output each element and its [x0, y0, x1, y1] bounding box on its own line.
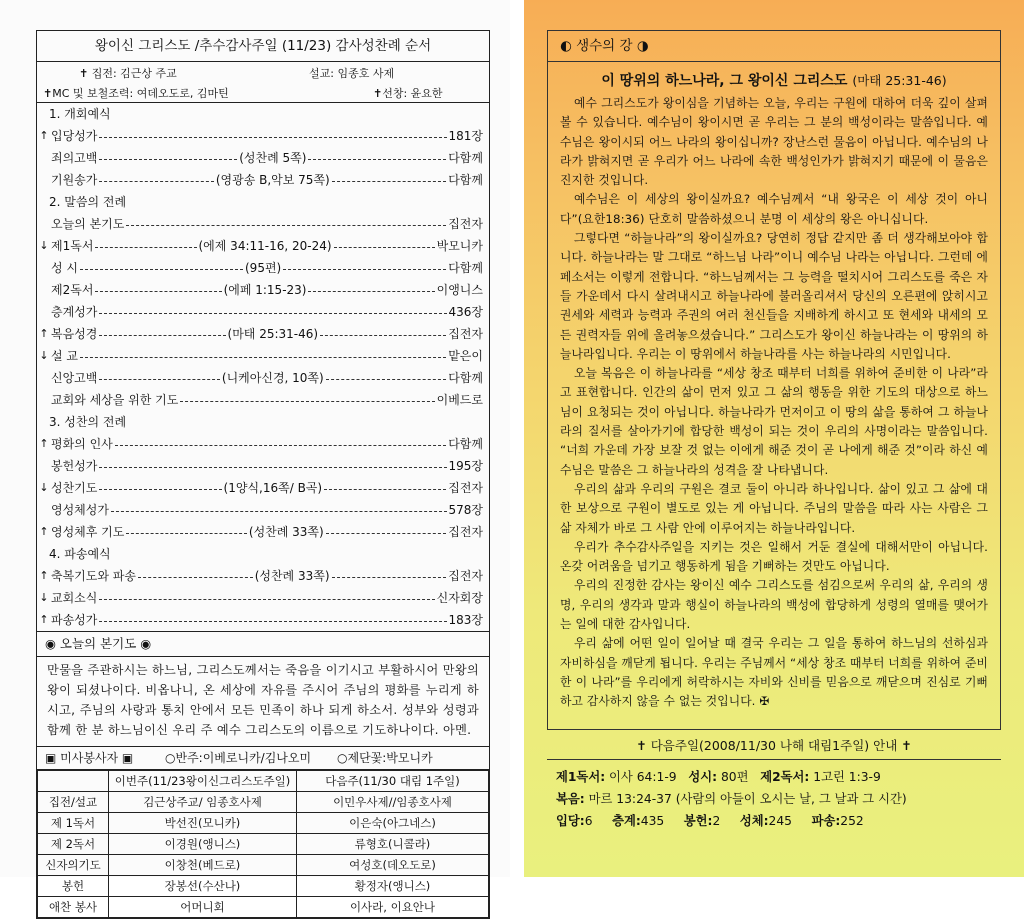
sermon-paragraph: 우리의 진정한 감사는 왕이신 예수 그리스도를 섬김으로써 우리의 삶, 우리의 생명, 우리의 생각과 말과 행실이 하늘나라의 백성에 합당하게 성령의 열매를 맺어가는 일에 대한 감사입니다. — [560, 578, 988, 632]
leader-line — [115, 445, 446, 446]
leader-line — [334, 247, 435, 248]
leader-line — [332, 181, 446, 182]
row-value: 다함께 — [448, 437, 483, 451]
row-label: 신앙고백 — [51, 371, 98, 385]
sermon-paragraph: 우리의 삶과 우리의 구원은 결코 둘이 아니라 하나입니다. 삶이 있고 그 삶에 대한 보상으로 구원이 별도로 있는 게 아닙니다. 주님의 말씀을 따라 사는 사람은 그 삶 자체가 바로 그 사람 안에 이루어지는 하늘나라입니다. — [560, 481, 988, 535]
row-reference: (성찬례 5쪽) — [239, 151, 307, 165]
hymn-dismissal-value: 252 — [840, 814, 864, 828]
leader-line — [111, 511, 447, 512]
leader-line — [99, 313, 446, 314]
leader-line — [180, 401, 434, 402]
section-title: 2. 말씀의 전례 — [49, 195, 127, 209]
arrow-icon: ↑ — [39, 129, 49, 142]
row-label: 축복기도와 파송 — [51, 569, 136, 583]
next-hymns-line — [556, 810, 1001, 832]
arrow-icon: ↑ — [39, 569, 49, 582]
leader-line — [126, 225, 446, 226]
liturgy-row — [37, 235, 489, 257]
liturgy-row — [37, 301, 489, 323]
section-title: 4. 파송예식 — [49, 547, 111, 561]
row-label: 영성체성가 — [51, 503, 109, 517]
misa-next-week: 이사라, 이요안나 — [297, 897, 489, 918]
hymn-entrance-label: 입당: — [556, 814, 585, 828]
leader-line — [99, 335, 225, 336]
leader-line — [99, 379, 220, 380]
arrow-icon: ↑ — [39, 613, 49, 626]
liturgy-row — [37, 455, 489, 477]
row-value: 181장 — [448, 129, 483, 143]
gospel-value: 마르 13:24-37 (사람의 아들이 오시는 날, 그 날과 그 시간) — [588, 792, 907, 806]
misa-accompanist: ○반주:이베로니카/김나오미 — [165, 751, 312, 765]
row-value: 집전자 — [448, 327, 484, 341]
next-readings-line — [556, 766, 1001, 788]
liturgy-row — [37, 125, 489, 147]
leader-line — [326, 379, 447, 380]
arrow-icon: ↑ — [39, 437, 49, 450]
section-title: 3. 성찬의 전례 — [49, 415, 127, 429]
row-reference: (성찬례 33쪽) — [254, 569, 330, 583]
row-value: 다함께 — [448, 151, 483, 165]
arrow-icon: ↓ — [39, 239, 49, 252]
misa-role: 신자의기도 — [38, 855, 109, 876]
hymn-gradual-value: 435 — [640, 814, 665, 828]
officiant-line — [37, 62, 489, 82]
section-title: 1. 개회예식 — [49, 107, 111, 121]
leader-line — [126, 533, 247, 534]
liturgy-title: 왕이신 그리스도 /추수감사주일 (11/23) 감사성찬례 순서 — [37, 31, 489, 62]
misa-this-week: 이경원(앵니스) — [109, 834, 297, 855]
leader-line — [283, 269, 446, 270]
liturgy-row — [37, 499, 489, 521]
row-label: 설 교 — [51, 349, 78, 363]
leader-line — [332, 577, 447, 578]
row-value: 이베드로 — [436, 393, 483, 407]
row-label: 영성체후 기도 — [51, 525, 125, 539]
cantor: ✝선창: 윤요한 — [373, 87, 443, 100]
row-value: 집전자 — [448, 569, 484, 583]
leader-line — [324, 489, 446, 490]
liturgy-order-box — [36, 30, 490, 919]
misa-col-next-week: 다음주(11/30 대림 1주일) — [297, 771, 489, 792]
row-reference: (니케아신경, 10쪽) — [221, 371, 324, 385]
row-value: 183장 — [448, 613, 483, 627]
row-value: 맡은이 — [448, 349, 483, 363]
row-value: 집전자 — [448, 217, 483, 231]
row-value: 195장 — [448, 459, 483, 473]
liturgy-row — [37, 279, 489, 301]
sermon-paragraph: 예수님은 이 세상의 왕이실까요? 예수님께서 “내 왕국은 이 세상 것이 아니다”(요한18:36) 단호히 말씀하셨으니 분명 이 세상의 왕은 아니십니다. — [560, 192, 988, 226]
reading1-value: 이사 64:1-9 — [609, 770, 677, 784]
arrow-icon: ↓ — [39, 591, 49, 604]
misa-row — [38, 792, 489, 813]
row-reference: (95편) — [245, 261, 282, 275]
row-label: 봉헌성가 — [51, 459, 98, 473]
next-sunday-heading: ✝ 다음주일(2008/11/30 나해 대림1주일) 안내 ✝ — [547, 733, 1001, 760]
bongido-heading: ◉ 오늘의 본기도 ◉ — [37, 631, 489, 657]
leader-line — [99, 599, 434, 600]
hymn-dismissal-label: 파송: — [811, 814, 841, 828]
leader-line — [138, 577, 253, 578]
row-label: 입당성가 — [51, 129, 98, 143]
liturgy-row — [37, 609, 489, 631]
liturgy-row — [37, 345, 489, 367]
misa-this-week: 이창천(베드로) — [109, 855, 297, 876]
liturgy-row — [37, 169, 489, 191]
reading2-label: 제2독서: — [760, 770, 810, 784]
misa-this-week: 박선진(모니카) — [109, 813, 297, 834]
liturgy-row — [37, 257, 489, 279]
hymn-offertory-label: 봉헌: — [683, 814, 713, 828]
misa-this-week: 장봉선(수산나) — [109, 876, 297, 897]
sermon-paragraph: 우리가 추수감사주일을 지키는 것은 일해서 거둔 결실에 대해서만이 아닙니다. 온갖 어려움을 넘기고 행동하게 됨을 기뻐하는 것만도 아닙니다. — [560, 539, 988, 574]
misa-role: 봉헌 — [38, 876, 109, 897]
misa-role: 집전/설교 — [38, 792, 109, 813]
sermon-paragraph: 그렇다면 “하늘나라”의 왕이실까요? 당연히 정답 같지만 좀 더 생각해보아야 합니다. 하늘나라는 말 그대로 “하느님 나라”이니 예수님 나라는 아닙니다. 그런데 에페소서는 이렇게 전합니다. “하느님께서는 그 능력을 떨치시어 그리스도를 죽은 자들 가운데서 다시 살려내시고 하늘나라에 불러올리셔서 당신의 오른편에 앉히시고 권세와 세력과 능력과 주권의 여러 천신들을 지배하게 하시고 또 현세와 내세의 모든 권력자들 위에 올려놓으셨습니다.” 그리스도가 왕이신 하늘나라는 이 땅위의 하늘나라입니다. 우리는 이 땅위에서 하늘나라를 사는 하늘나라의 시민입니다. — [560, 231, 988, 361]
row-label: 성찬기도 — [51, 481, 98, 495]
misa-row — [38, 813, 489, 834]
row-value: 신자회장 — [436, 591, 483, 605]
next-sunday-info — [556, 766, 1001, 832]
sermon-paragraph: 예수 그리스도가 왕이심을 기념하는 오늘, 우리는 구원에 대하여 더욱 깊이 살펴볼 수 있습니다. 예수님이 왕이시면 곧 우리는 그 분의 백성이라는 말씀입니다. 예수님은 왕이시되 어느 나라의 왕이십니까? 장난스런 물음이 아닙니다. 예수님의 나라가 밝혀지면 곧 우리가 어느 나라에 속한 백성인가가 밝혀지기 때문에 이 물음은 진지한 것입니다. — [560, 96, 988, 188]
misa-corner — [38, 771, 109, 792]
officiant: ✝ 집전: 김근상 주교 — [79, 67, 177, 80]
row-label: 교회와 세상을 위한 기도 — [51, 393, 179, 407]
row-label: 파송성가 — [51, 613, 98, 627]
reading2-value: 1고린 1:3-9 — [813, 770, 881, 784]
psalm-value: 80편 — [720, 770, 749, 784]
row-value: 436장 — [448, 305, 483, 319]
liturgy-row — [37, 323, 489, 345]
misa-role: 제 1독서 — [38, 813, 109, 834]
misa-row — [38, 855, 489, 876]
misa-next-week: 황정자(앵니스) — [297, 876, 489, 897]
sermon-paragraph: 우리 삶에 어떤 일이 일어날 때 결국 우리는 그 일을 통하여 하느님의 선하심과 자비하심을 깨닫게 됩니다. 우리는 주님께서 “세상 창조 때부터 너희를 위하여 준비한 이 나라”를 우리에게 허락하시는 자비와 신비를 믿음으로 깨닫으며 진심로 기뻐하고 감사하지 않을 수 없는 것입니다. ✠ — [560, 636, 988, 709]
row-reference: (1양식,16쪽/ B곡) — [223, 481, 323, 495]
row-value: 집전자 — [448, 481, 484, 495]
row-value: 박모니카 — [436, 239, 483, 253]
row-value: 다함께 — [448, 261, 484, 275]
next-gospel-line — [556, 788, 1001, 810]
misa-next-week: 이민우사제//임종호사제 — [297, 792, 489, 813]
row-label: 오늘의 본기도 — [51, 217, 125, 231]
leader-line — [308, 159, 446, 160]
leader-line — [99, 467, 446, 468]
misa-next-week: 이은숙(아그네스) — [297, 813, 489, 834]
leader-line — [80, 269, 243, 270]
hymn-entrance-value: 6 — [584, 814, 593, 828]
arrow-icon: ↑ — [39, 525, 49, 538]
leader-line — [99, 137, 446, 138]
row-value: 이앵니스 — [436, 283, 483, 297]
row-label: 평화의 인사 — [51, 437, 113, 451]
liturgy-row — [37, 367, 489, 389]
liturgy-row — [37, 477, 489, 499]
arrow-icon: ↓ — [39, 349, 49, 362]
misa-next-week: 여성호(데오도로) — [297, 855, 489, 876]
leader-line — [95, 291, 221, 292]
sermon-title-ref: (마태 25:31-46) — [852, 73, 947, 88]
misa-this-week: 어머니회 — [109, 897, 297, 918]
row-value: 다함께 — [448, 173, 483, 187]
row-reference: (에페 1:15-23) — [223, 283, 307, 297]
liturgy-row — [37, 213, 489, 235]
row-value: 집전자 — [448, 525, 484, 539]
row-label: 기원송가 — [51, 173, 98, 187]
mc-line — [37, 82, 489, 103]
row-reference: (마태 25:31-46) — [227, 327, 319, 341]
mc: ✝MC 및 보철조력: 여데오도로, 김마틴 — [43, 87, 229, 100]
liturgy-row — [37, 389, 489, 411]
misa-role: 애찬 봉사 — [38, 897, 109, 918]
sermon-title — [548, 70, 1000, 90]
liturgy-row — [37, 147, 489, 169]
misa-row — [38, 897, 489, 918]
misa-row — [38, 876, 489, 897]
row-label: 층계성가 — [51, 305, 98, 319]
liturgy-row — [37, 433, 489, 455]
leader-line — [320, 335, 446, 336]
row-reference: (에제 34:11-16, 20-24) — [198, 239, 332, 253]
bongido-text: 만물을 주관하시는 하느님, 그리스도께서는 죽음을 이기시고 부활하시어 만왕의 왕이 되셨나이다. 비옵나니, 온 세상에 자유를 주시어 주님의 평화를 누리게 하시고, 주님의 사랑과 통치 안에서 모든 민족이 하나 되게 하소서. 성부와 성령과 함께 한 분 하느님이신 우리 주 예수 그리스도의 이름으로 기도하나이다. 아멘. — [47, 663, 479, 737]
misa-next-week: 류형호(니콜라) — [297, 834, 489, 855]
row-label: 제2독서 — [51, 283, 94, 297]
gospel-label: 복음: — [556, 792, 585, 806]
sermon-header: ◐ 생수의 강 ◑ — [548, 31, 1000, 62]
left-page — [0, 0, 510, 914]
liturgy-sections — [37, 103, 489, 631]
leader-line — [326, 533, 447, 534]
liturgy-row — [37, 521, 489, 543]
hymn-communion-value: 245 — [768, 814, 793, 828]
row-label: 제1독서 — [51, 239, 94, 253]
misa-title: ▣ 미사봉사자 ▣ — [45, 751, 134, 765]
misa-heading — [37, 746, 489, 770]
misa-altar-flowers: ○제단꽃:박모니카 — [337, 751, 433, 765]
row-label: 죄의고백 — [51, 151, 98, 165]
row-label: 성 시 — [51, 261, 78, 275]
arrow-icon: ↑ — [39, 327, 49, 340]
liturgy-row — [37, 587, 489, 609]
page-gutter — [510, 0, 524, 877]
sermon-box — [547, 30, 1001, 730]
row-value: 다함께 — [448, 371, 484, 385]
misa-table — [37, 770, 489, 918]
sermon-title-text: 이 땅위의 하느나라, 그 왕이신 그리스도 — [601, 73, 848, 89]
leader-line — [99, 489, 221, 490]
sermon-body — [548, 90, 1000, 712]
misa-role: 제 2독서 — [38, 834, 109, 855]
leader-line — [99, 621, 446, 622]
preacher: 설교: 임종호 사제 — [309, 67, 395, 80]
row-reference: (성찬례 33쪽) — [248, 525, 324, 539]
leader-line — [95, 247, 196, 248]
psalm-label: 성시: — [688, 770, 718, 784]
leader-line — [99, 159, 237, 160]
misa-this-week: 김근상주교/ 임종호사제 — [109, 792, 297, 813]
reading1-label: 제1독서: — [556, 770, 606, 784]
misa-header-row — [38, 771, 489, 792]
hymn-communion-label: 성체: — [739, 814, 769, 828]
hymn-offertory-value: 2 — [712, 814, 721, 828]
row-value: 578장 — [448, 503, 483, 517]
arrow-icon: ↓ — [39, 481, 49, 494]
liturgy-row — [37, 565, 489, 587]
sermon-paragraph: 오늘 복음은 이 하늘나라를 “세상 창조 때부터 너희를 위하여 준비한 이 나라”라고 표현합니다. 인간의 삶이 먼저 있고 그 삶의 행동을 위한 기도의 대상으로 하느님이 요청되는 것이 아닙니다. 하늘나라가 먼저이고 이 땅의 삶을 통하여 그 하늘나라의 질서를 살아가기에 합당한 백성이 되는 것이 우리의 사명이라는 말씀입니다. “너희 가운데 가장 보잘 것 없는 이에게 해준 것이 곧 나에게 해준 것”이라 하신 예수님은 말씀은 그 하늘나라의 성격을 잘 나타냅니다. — [560, 366, 988, 477]
leader-line — [99, 181, 213, 182]
misa-row — [38, 834, 489, 855]
leader-line — [308, 291, 434, 292]
right-page — [524, 0, 1024, 877]
row-reference: (영광송 B,악보 75쪽) — [215, 173, 330, 187]
row-label: 교회소식 — [51, 591, 98, 605]
row-label: 복음성경 — [51, 327, 98, 341]
misa-col-this-week: 이번주(11/23왕이신그리스도주일) — [109, 771, 297, 792]
hymn-gradual-label: 층계: — [612, 814, 641, 828]
leader-line — [80, 357, 446, 358]
